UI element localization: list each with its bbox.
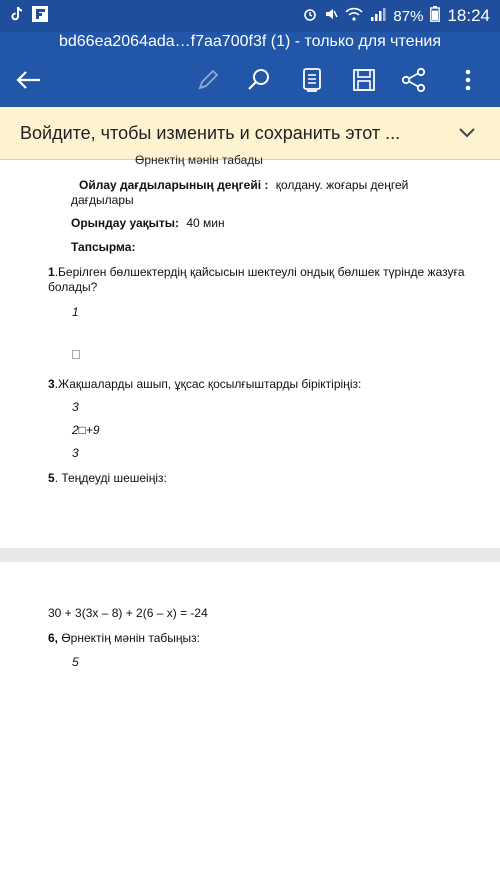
q1-number: 1 bbox=[48, 265, 55, 279]
document-page-2 bbox=[0, 562, 500, 888]
time-label: Орындау уақыты: bbox=[71, 216, 180, 230]
tiktok-icon bbox=[10, 6, 24, 26]
banner-text: Войдите, чтобы изменить и сохранить этот ... bbox=[20, 122, 401, 143]
q6-value: 5 bbox=[72, 655, 79, 669]
more-vertical-icon[interactable] bbox=[452, 64, 484, 96]
status-bar bbox=[0, 0, 500, 32]
q1-text: .Берілген бөлшектердің қайсысын шектеулі ондық бөлшек түрінде жазуға bbox=[54, 265, 465, 279]
q1-fraction-top: 1 bbox=[72, 305, 79, 319]
q3-top: 3 bbox=[72, 400, 79, 414]
chevron-down-icon[interactable] bbox=[458, 123, 476, 144]
question-1 bbox=[48, 265, 468, 280]
q3-text: .Жақшаларды ашып, ұқсас қосылғыштарды біріктіріңіз: bbox=[54, 377, 362, 391]
battery-icon bbox=[430, 6, 440, 26]
save-icon[interactable] bbox=[348, 64, 380, 96]
q1-text-cont: болады? bbox=[48, 280, 98, 294]
skill-value-cont: дағдылары bbox=[71, 193, 134, 207]
q5-text: . Теңдеуді шешеіңіз: bbox=[54, 471, 167, 485]
alarm-icon bbox=[303, 7, 317, 25]
cut-heading: Өрнектің мәнін табады bbox=[135, 153, 263, 167]
clock-time: 18:24 bbox=[447, 6, 490, 25]
share-icon[interactable] bbox=[398, 64, 430, 96]
missing-glyph-box bbox=[72, 350, 80, 359]
reader-icon[interactable] bbox=[296, 64, 328, 96]
q3-mid: 2□+9 bbox=[72, 423, 100, 437]
document-title: bd66ea2064ada…f7aa700f3f (1) - только для чтения bbox=[0, 32, 500, 52]
question-3 bbox=[48, 377, 468, 392]
pencil-icon[interactable] bbox=[192, 64, 224, 96]
task-label: Тапсырма: bbox=[71, 240, 136, 254]
q3-number: 3 bbox=[48, 377, 55, 391]
mute-icon bbox=[324, 7, 338, 25]
signal-icon bbox=[370, 7, 386, 25]
app-toolbar bbox=[0, 52, 500, 107]
q6-number: 6, bbox=[48, 631, 59, 645]
time-line bbox=[71, 216, 225, 231]
document-page-1 bbox=[0, 153, 500, 548]
q3-bottom: 3 bbox=[72, 446, 79, 460]
equation: 30 + 3(3x – 8) + 2(6 – x) = -24 bbox=[48, 606, 208, 620]
q6-text: Өрнектің мәнін табыңыз: bbox=[58, 631, 200, 645]
question-6 bbox=[48, 631, 200, 646]
arrow-left-icon[interactable] bbox=[12, 64, 44, 96]
time-value: 40 мин bbox=[186, 216, 225, 230]
search-icon[interactable] bbox=[243, 64, 275, 96]
battery-percent: 87% bbox=[393, 7, 424, 25]
skill-level-line bbox=[79, 178, 408, 193]
skill-label: Ойлау дағдыларының деңгейі : bbox=[79, 178, 269, 192]
flipboard-icon bbox=[32, 6, 48, 26]
skill-value: қолдану. жоғары деңгей bbox=[275, 178, 409, 192]
wifi-icon bbox=[345, 7, 363, 25]
q5-number: 5 bbox=[48, 471, 55, 485]
question-5 bbox=[48, 471, 167, 486]
